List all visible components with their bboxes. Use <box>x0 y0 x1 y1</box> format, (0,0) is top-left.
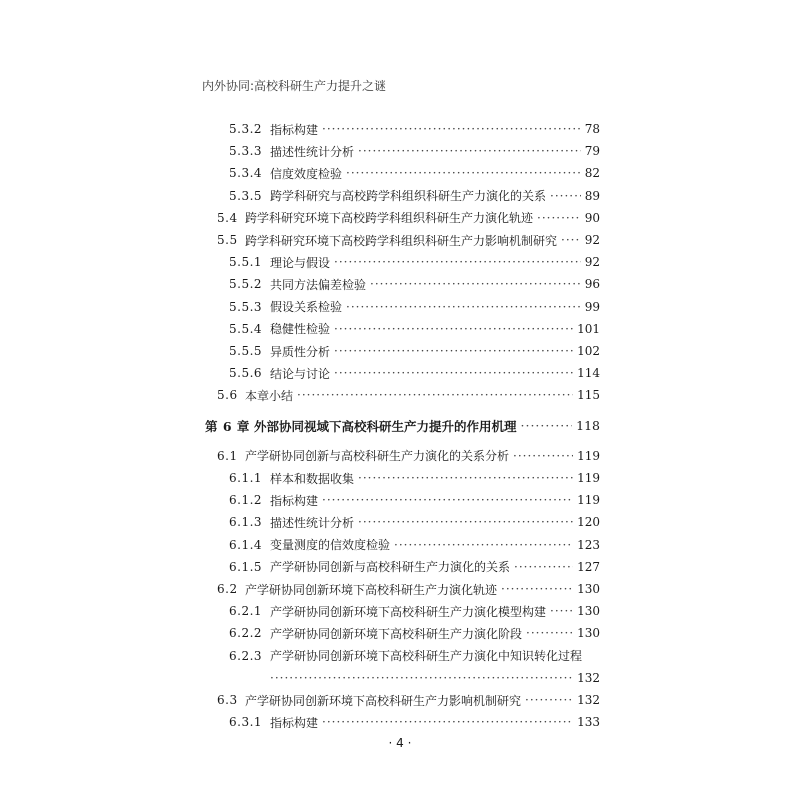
entry-title: 指标构建 <box>270 493 319 508</box>
entry-title: 产学研协同创新环境下高校科研生产力演化轨迹 <box>245 582 498 597</box>
leader-dots <box>334 255 581 269</box>
entry-page-number: 118 <box>576 418 600 434</box>
toc-entry <box>217 384 600 406</box>
entry-number: 5.5.1 <box>229 255 263 270</box>
entry-continuation <box>270 667 600 689</box>
entry-title: 假设关系检验 <box>270 300 343 315</box>
entry-page-number: 82 <box>584 166 600 181</box>
entry-number: 6.1.3 <box>229 515 263 530</box>
entry-title: 产学研协同创新环境下高校科研生产力演化阶段 <box>270 626 523 641</box>
leader-dots <box>550 189 581 203</box>
toc-entry <box>229 118 600 140</box>
toc-entry <box>229 489 600 511</box>
leader-dots <box>346 300 581 314</box>
leader-dots <box>513 449 573 463</box>
entry-title: 跨学科研究与高校跨学科组织科研生产力演化的关系 <box>270 189 547 204</box>
toc-entry <box>217 229 600 251</box>
entry-page-number: 79 <box>584 144 600 159</box>
entry-number: 5.3.3 <box>229 144 263 159</box>
entry-page-number: 78 <box>584 122 600 136</box>
entry-page-number: 114 <box>577 366 600 381</box>
toc-entry <box>229 273 600 295</box>
entry-title: 跨学科研究环境下高校跨学科组织科研生产力影响机制研究 <box>245 233 558 248</box>
entry-title: 样本和数据收集 <box>270 471 355 486</box>
leader-dots <box>322 122 581 136</box>
page-number: · 4 · <box>388 736 412 750</box>
entry-page-number: 127 <box>577 559 600 574</box>
leader-dots <box>346 166 581 180</box>
entry-page-number: 89 <box>584 188 600 203</box>
entry-page-number: 130 <box>577 626 600 641</box>
toc-entry <box>217 207 600 229</box>
leader-dots <box>514 560 573 574</box>
entry-title: 变量测度的信效度检验 <box>270 538 391 553</box>
toc-entry <box>229 711 600 733</box>
entry-number: 5.5.2 <box>229 277 263 292</box>
leader-dots <box>358 471 573 485</box>
entry-page-number: 90 <box>584 210 600 225</box>
entry-title: 描述性统计分析 <box>270 144 355 159</box>
entry-title: 产学研协同创新环境下高校科研生产力影响机制研究 <box>245 693 522 708</box>
entry-title: 产学研协同创新与高校科研生产力演化的关系分析 <box>245 449 510 464</box>
leader-dots <box>334 366 573 380</box>
leader-dots <box>537 211 581 225</box>
entry-page-number: 120 <box>577 515 600 530</box>
entry-page-number: 119 <box>577 448 600 463</box>
entry-title: 信度效度检验 <box>270 166 343 181</box>
entry-number: 6.2 <box>217 582 238 596</box>
toc-entry <box>217 689 600 711</box>
entry-number: 6.1.1 <box>229 471 263 485</box>
entry-number: 6.2.2 <box>229 626 263 641</box>
entry-number: 6.3.1 <box>229 715 263 730</box>
entry-number: 6.1.2 <box>229 493 263 508</box>
entry-page-number: 132 <box>577 693 600 707</box>
entry-number: 5.6 <box>217 388 238 403</box>
toc-entry <box>229 340 600 362</box>
toc-entry <box>205 415 600 437</box>
entry-page-number: 92 <box>584 255 600 270</box>
entry-page-number: 132 <box>577 670 600 685</box>
toc-entry <box>229 162 600 184</box>
entry-page-number: 130 <box>577 582 600 596</box>
entry-page-number: 119 <box>577 493 600 508</box>
toc-entry <box>229 251 600 273</box>
entry-number: 5.5 <box>217 233 238 247</box>
toc-entry <box>217 445 600 467</box>
entry-page-number: 101 <box>577 321 600 336</box>
toc-entry <box>229 511 600 533</box>
entry-page-number: 92 <box>584 233 600 247</box>
leader-dots <box>561 233 581 247</box>
entry-page-number: 115 <box>577 388 600 403</box>
entry-page-number: 123 <box>577 537 600 552</box>
entry-number: 5.3.2 <box>229 122 263 136</box>
toc-entry <box>229 185 600 207</box>
entry-number: 6.2.1 <box>229 604 263 619</box>
entry-number: 5.5.5 <box>229 344 263 358</box>
entry-number: 6.1.4 <box>229 537 263 552</box>
toc-entry <box>229 318 600 340</box>
entry-number: 6.1.5 <box>229 559 263 574</box>
leader-dots <box>297 388 573 402</box>
toc-entry <box>229 622 600 644</box>
leader-dots <box>526 626 573 640</box>
entry-title: 理论与假设 <box>270 255 331 270</box>
leader-dots <box>270 671 573 685</box>
toc-entry <box>229 467 600 489</box>
toc-entry <box>229 600 600 622</box>
leader-dots <box>358 144 581 158</box>
entry-title: 产学研协同创新与高校科研生产力演化的关系 <box>270 560 511 575</box>
entry-number: 6.2.3 <box>229 648 263 663</box>
entry-title: 本章小结 <box>245 388 294 403</box>
entry-page-number: 133 <box>577 715 600 730</box>
entry-title: 异质性分析 <box>270 344 331 359</box>
entry-number: 5.5.4 <box>229 321 263 336</box>
entry-page-number: 99 <box>584 299 600 314</box>
leader-dots <box>394 538 573 552</box>
entry-title: 产学研协同创新环境下高校科研生产力演化中知识转化过程 <box>270 649 583 664</box>
entry-number: 5.3.4 <box>229 166 263 181</box>
entry-title: 产学研协同创新环境下高校科研生产力演化模型构建 <box>270 604 547 619</box>
leader-dots <box>550 604 573 618</box>
entry-title: 共同方法偏差检验 <box>270 277 367 292</box>
running-head-title: 内外协同:高校科研生产力提升之谜 <box>202 79 387 93</box>
entry-number: 5.3.5 <box>229 188 263 203</box>
toc-entry <box>217 578 600 600</box>
leader-dots <box>358 515 573 529</box>
entry-number: 6.1 <box>217 448 238 463</box>
leader-dots <box>525 693 573 707</box>
toc-entry <box>229 534 600 556</box>
toc-entry <box>229 556 600 578</box>
entry-title: 指标构建 <box>270 122 319 137</box>
entry-title: 描述性统计分析 <box>270 515 355 530</box>
entry-title: 稳健性检验 <box>270 322 331 337</box>
toc-entry <box>229 645 600 667</box>
entry-number: 5.5.3 <box>229 299 263 314</box>
entry-title: 指标构建 <box>270 715 319 730</box>
toc-entry <box>229 362 600 384</box>
entry-number: 5.5.6 <box>229 366 263 381</box>
entry-title: 跨学科研究环境下高校跨学科组织科研生产力演化轨迹 <box>245 211 534 226</box>
entry-page-number: 119 <box>577 471 600 485</box>
leader-dots <box>322 715 573 729</box>
leader-dots <box>322 493 573 507</box>
entry-page-number: 102 <box>577 344 600 358</box>
leader-dots <box>334 322 573 336</box>
entry-number: 5.4 <box>217 210 238 225</box>
entry-number: 第 6 章 <box>205 418 250 434</box>
entry-title: 外部协同视域下高校科研生产力提升的作用机理 <box>254 418 517 434</box>
leader-dots <box>521 418 573 433</box>
leader-dots <box>370 277 581 291</box>
entry-number: 6.3 <box>217 693 238 707</box>
leader-dots <box>334 344 573 358</box>
entry-page-number: 130 <box>577 604 600 619</box>
entry-page-number: 96 <box>584 277 600 292</box>
toc-entry <box>229 296 600 318</box>
leader-dots <box>501 582 573 596</box>
entry-title: 结论与讨论 <box>270 366 331 381</box>
toc-entry <box>229 140 600 162</box>
